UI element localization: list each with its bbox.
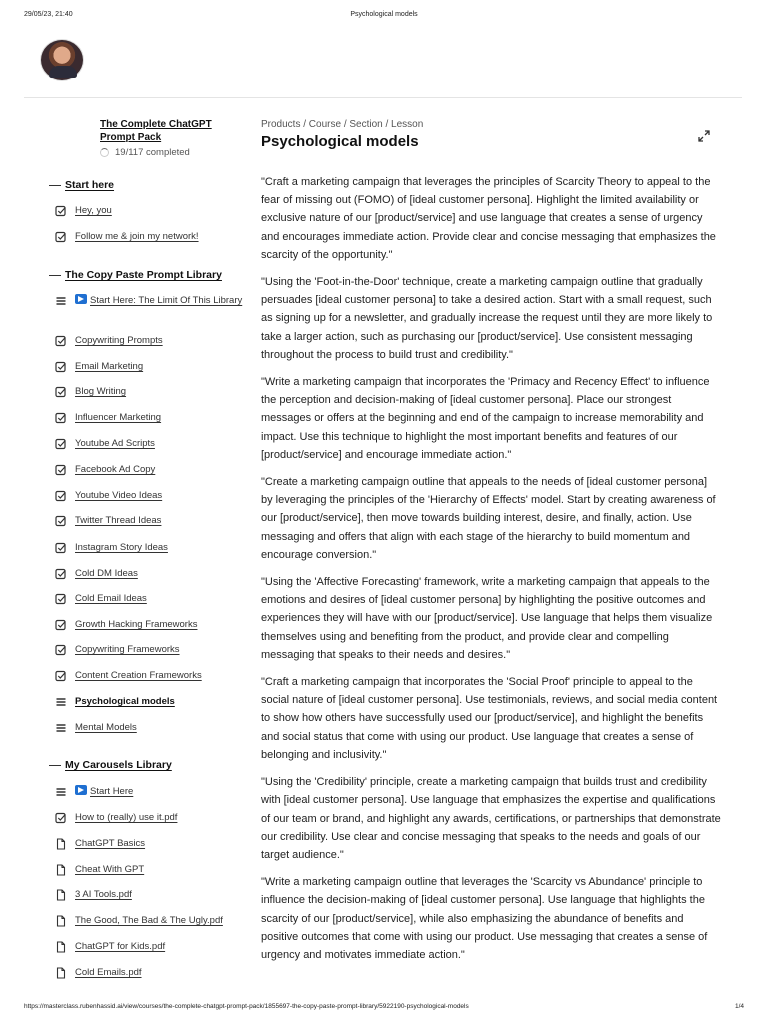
- sidebar-item-label: The Good, The Bad & The Ugly.pdf: [75, 915, 223, 926]
- sidebar-item[interactable]: [55, 333, 245, 348]
- prompt-paragraph: "Craft a marketing campaign that incorporates the 'Social Proof' principle to appeal to the social nature of [ideal customer persona]. Use testimonials, reviews, and social media content to show how others have successfully used our [product/service], and highlight the benefits and social status that come with using our product. Use language that creates a sense of belonging and inclusivity.": [261, 676, 718, 761]
- page-title: Psychological models: [261, 133, 419, 150]
- header-divider: [24, 97, 742, 98]
- check-square-icon: [55, 490, 67, 502]
- check-square-icon: [55, 438, 67, 450]
- progress-text: 19/117 completed: [115, 147, 190, 158]
- section-divider: [49, 185, 61, 186]
- sidebar-item-label: Mental Models: [75, 722, 137, 733]
- sidebar-item-label: ChatGPT for Kids.pdf: [75, 941, 166, 952]
- sidebar-item[interactable]: [55, 203, 245, 218]
- sidebar-item-label: Follow me & join my network!: [75, 231, 199, 242]
- sidebar-item-label: Cold Emails.pdf: [75, 967, 142, 978]
- check-square-icon: [55, 515, 67, 527]
- prompt-paragraph: "Craft a marketing campaign that leverages the principles of Scarcity Theory to appeal to the fear of missing out (FOMO) of [ideal customer persona]. Highlight the limited availability or exclusive nature of our [product/service] and use language that creates a sense of urgency and encourages immediate action. Provide clear and concise messaging that emphasizes the scarcity of the opportunity.": [261, 176, 716, 261]
- sidebar-item[interactable]: [55, 513, 245, 528]
- sidebar-item-label: ChatGPT Basics: [75, 838, 146, 849]
- expand-icon[interactable]: [698, 129, 710, 141]
- play-badge-icon: [75, 294, 87, 304]
- list-icon: [55, 786, 67, 798]
- sidebar-item[interactable]: [55, 887, 245, 902]
- check-square-icon: [55, 644, 67, 656]
- sidebar-item-label: Hey, you: [75, 205, 112, 216]
- list-icon: [55, 722, 67, 734]
- sidebar-item[interactable]: [55, 436, 245, 451]
- sidebar-item[interactable]: [55, 617, 245, 632]
- file-icon: [55, 864, 67, 876]
- prompt-paragraph: "Using the 'Affective Forecasting' framework, write a marketing campaign that appeals to the emotions and desires of [ideal customer persona] by highlighting the positive outcomes and experiences they will have with our [product/service]. Use language that helps them visualize themselves using and benefiting from the product, and provide clear and compelling messaging that speaks to their needs and desires.": [261, 576, 713, 661]
- section-title: Start here: [65, 179, 115, 191]
- check-square-icon: [55, 386, 67, 398]
- sidebar-item-label: Twitter Thread Ideas: [75, 515, 162, 526]
- sidebar-item-label: Email Marketing: [75, 361, 144, 372]
- file-icon: [55, 889, 67, 901]
- sidebar-item-label: Instagram Story Ideas: [75, 542, 168, 553]
- sidebar-item-label: Blog Writing: [75, 386, 127, 397]
- section-title: My Carousels Library: [65, 759, 172, 771]
- sidebar-item[interactable]: [55, 540, 245, 555]
- sidebar-item-label: Youtube Video Ideas: [75, 490, 163, 501]
- sidebar-item-label: Psychological models: [75, 696, 175, 707]
- check-square-icon: [55, 619, 67, 631]
- check-square-icon: [55, 812, 67, 824]
- sidebar-item-label: Facebook Ad Copy: [75, 464, 156, 475]
- sidebar-item[interactable]: [55, 913, 245, 928]
- sidebar-item-label: Copywriting Frameworks: [75, 644, 180, 655]
- prompt-paragraph: "Using the 'Foot-in-the-Door' technique, create a marketing campaign outline that gradually persuades [ideal customer persona] to take a desired action. Start with a small request, such as signing up for a newsletter, and gradually increase the request until they are more likely to take a larger action, such as purchasing our [product/service]. Use consistent messaging throughout the process to build trust and credibility.": [261, 276, 713, 361]
- file-icon: [55, 941, 67, 953]
- sidebar-item[interactable]: [55, 668, 245, 683]
- prompt-paragraph: "Write a marketing campaign that incorporates the 'Primacy and Recency Effect' to influence the perception and decision-making of [ideal customer persona]. Place our strongest messages or offers at the beginning and end of the campaign to increase memorability and impact. Use this technique to highlight the most important benefits and features of our [product/service] and encourage immediate action.": [261, 376, 710, 461]
- check-square-icon: [55, 361, 67, 373]
- sidebar-item[interactable]: [55, 410, 245, 425]
- sidebar-item[interactable]: [55, 720, 245, 735]
- check-square-icon: [55, 412, 67, 424]
- sidebar-item-label: Content Creation Frameworks: [75, 670, 202, 681]
- sidebar-item[interactable]: [55, 229, 245, 244]
- check-square-icon: [55, 670, 67, 682]
- sidebar-item[interactable]: [55, 694, 245, 709]
- sidebar-item-label: Cheat With GPT: [75, 864, 145, 875]
- print-title: Psychological models: [350, 11, 418, 18]
- sidebar-item[interactable]: [55, 784, 245, 799]
- check-square-icon: [55, 335, 67, 347]
- check-square-icon: [55, 568, 67, 580]
- section-divider: [49, 765, 61, 766]
- sidebar-section-header[interactable]: [49, 759, 239, 771]
- sidebar-item-label: 3 AI Tools.pdf: [75, 889, 132, 900]
- sidebar-item[interactable]: [55, 566, 245, 581]
- file-icon: [55, 838, 67, 850]
- sidebar-section-header[interactable]: [49, 269, 239, 281]
- sidebar-item-label: [75, 784, 243, 799]
- print-header: [0, 11, 768, 23]
- sidebar-item-label: Youtube Ad Scripts: [75, 438, 155, 449]
- sidebar-item[interactable]: [55, 642, 245, 657]
- sidebar-item-label: Growth Hacking Frameworks: [75, 619, 198, 630]
- avatar[interactable]: [40, 39, 84, 81]
- sidebar-item[interactable]: [55, 293, 245, 308]
- play-badge-icon: [75, 785, 87, 795]
- sidebar-item-text: Start Here: [90, 786, 134, 797]
- print-url: https://masterclass.rubenhassid.ai/view/courses/the-complete-chatgpt-prompt-pack/1855697-the-copy-paste-prompt-library/5922190-psychological-models: [24, 1003, 469, 1010]
- sidebar-item-text: Start Here: The Limit Of This Library: [90, 295, 243, 306]
- check-square-icon: [55, 205, 67, 217]
- sidebar-item-label: Copywriting Prompts: [75, 335, 163, 346]
- sidebar-item[interactable]: [55, 965, 245, 980]
- list-icon: [55, 696, 67, 708]
- sidebar-item[interactable]: [55, 359, 245, 374]
- sidebar-item[interactable]: [55, 488, 245, 503]
- lesson-content: [261, 173, 721, 973]
- check-square-icon: [55, 231, 67, 243]
- check-square-icon: [55, 542, 67, 554]
- prompt-paragraph: "Using the 'Credibility' principle, create a marketing campaign that builds trust and credibility with [ideal customer persona]. Use language that emphasizes the expertise and qualifications of our team or brand, and highlight any awards, certifications, or partnerships that demonstrate our credibility. Use clear and concise messaging that speaks to the needs and goals of our target audience.": [261, 776, 721, 861]
- sidebar-item[interactable]: [55, 810, 245, 825]
- check-square-icon: [55, 593, 67, 605]
- sidebar-item-label: Influencer Marketing: [75, 412, 162, 423]
- progress-ring-icon: [100, 148, 109, 157]
- print-page-number: 1/4: [734, 1003, 744, 1010]
- sidebar-item-label: [75, 293, 243, 308]
- breadcrumb: Products / Course / Section / Lesson: [261, 119, 424, 130]
- sidebar-item[interactable]: [55, 836, 245, 851]
- sidebar-item[interactable]: [55, 862, 245, 877]
- sidebar-item-label: How to (really) use it.pdf: [75, 812, 178, 823]
- check-square-icon: [55, 464, 67, 476]
- sidebar-item[interactable]: [55, 384, 245, 399]
- course-title[interactable]: The Complete ChatGPT Prompt Pack: [100, 119, 212, 143]
- sidebar-item[interactable]: [55, 591, 245, 606]
- file-icon: [55, 967, 67, 979]
- section-title: The Copy Paste Prompt Library: [65, 269, 222, 281]
- course-card: [100, 118, 230, 158]
- print-date: 29/05/23, 21:40: [24, 11, 73, 18]
- sidebar-item-label: Cold Email Ideas: [75, 593, 147, 604]
- sidebar-item[interactable]: [55, 939, 245, 954]
- prompt-paragraph: "Write a marketing campaign outline that leverages the 'Scarcity vs Abundance' principle to influence the decision-making of [ideal customer persona]. Use language that highlights the scarcity of our [product/service], while also emphasizing the abundance of benefits and positive outcomes that come with using our product. Use messaging that creates a sense of urgency and motivates immediate action.": [261, 876, 708, 961]
- sidebar-item[interactable]: [55, 462, 245, 477]
- file-icon: [55, 915, 67, 927]
- section-divider: [49, 275, 61, 276]
- list-icon: [55, 295, 67, 307]
- sidebar-section-header[interactable]: [49, 179, 239, 191]
- course-progress: [100, 147, 230, 158]
- sidebar-item-label: Cold DM Ideas: [75, 568, 138, 579]
- prompt-paragraph: "Create a marketing campaign outline that appeals to the needs of [ideal customer persona] by leveraging the principles of the 'Hierarchy of Effects' model. Start by creating awareness of our [product/service], then move towards building interest, desire, and finally, action. Use messaging and offers that align with each stage of the hierarchy to build momentum and encourage conversion.": [261, 476, 716, 561]
- print-footer: [24, 1003, 744, 1010]
